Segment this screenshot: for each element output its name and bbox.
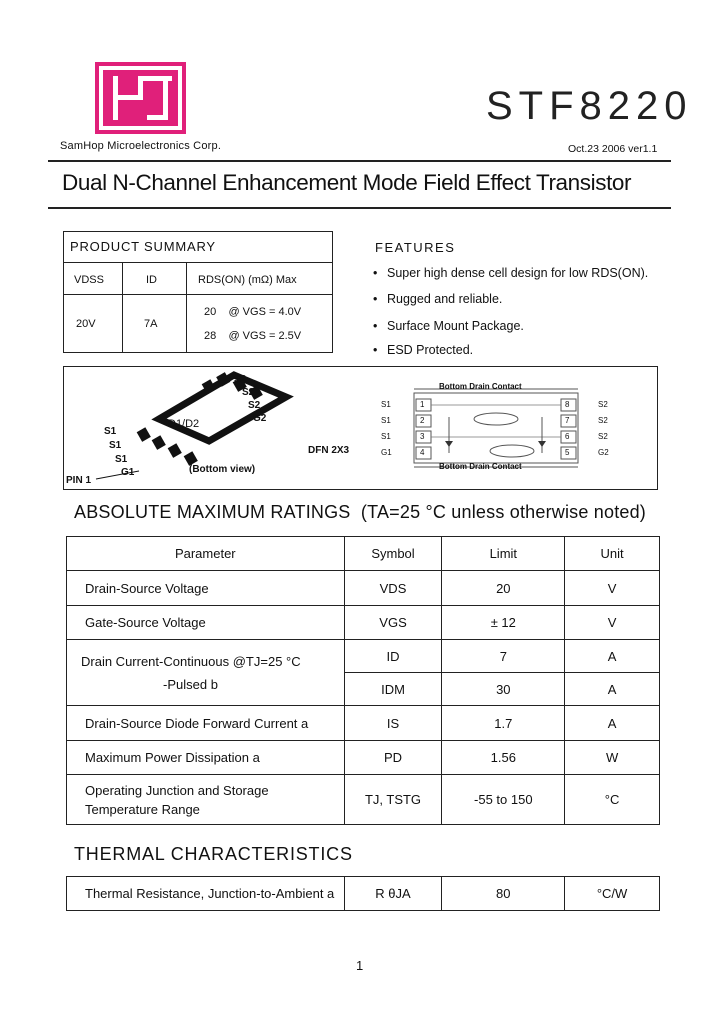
limit-cell: 7 bbox=[442, 640, 565, 673]
symbol-cell: R θJA bbox=[344, 877, 442, 911]
header-limit: Limit bbox=[442, 537, 565, 571]
die-label: D1/D2 bbox=[168, 418, 200, 430]
param-cell: Drain-Source Voltage bbox=[67, 571, 345, 606]
abs-max-condition: (TA=25 °C unless otherwise noted) bbox=[360, 502, 647, 522]
rds-header: RDS(ON) (mΩ) Max bbox=[198, 274, 297, 286]
bottom-view-label: (Bottom view) bbox=[189, 464, 256, 475]
vdss-value: 20V bbox=[76, 318, 96, 330]
pin-label: S1 bbox=[104, 426, 117, 437]
rds-value-2: 28 @ VGS = 2.5V bbox=[204, 330, 302, 342]
unit-cell: °C/W bbox=[565, 877, 660, 911]
abs-max-table bbox=[66, 536, 660, 825]
param-cell: Operating Junction and Storage Temperature Range bbox=[67, 775, 345, 825]
pin-label: G2 bbox=[253, 413, 267, 424]
feature-item: • Rugged and reliable. bbox=[373, 292, 503, 306]
unit-cell: °C bbox=[565, 775, 660, 825]
schematic-pin-label: S2 bbox=[598, 432, 608, 441]
symbol-cell: PD bbox=[344, 741, 442, 775]
limit-cell: 1.56 bbox=[442, 741, 565, 775]
thermal-heading: THERMAL CHARACTERISTICS bbox=[74, 844, 353, 864]
unit-cell: V bbox=[565, 571, 660, 606]
feature-item: • ESD Protected. bbox=[373, 343, 474, 357]
thermal-table bbox=[66, 876, 660, 911]
header-symbol: Symbol bbox=[344, 537, 442, 571]
symbol-cell: IS bbox=[344, 706, 442, 741]
abs-max-heading: ABSOLUTE MAXIMUM RATINGS (TA=25 °C unless otherwise noted) bbox=[74, 502, 647, 522]
pin-label: S2 bbox=[248, 400, 261, 411]
feature-item: • Super high dense cell design for low RDS(ON). bbox=[373, 266, 649, 280]
vdss-header: VDSS bbox=[74, 274, 104, 286]
header-rule-bottom bbox=[48, 207, 671, 209]
limit-cell: -55 to 150 bbox=[442, 775, 565, 825]
param-cell: Thermal Resistance, Junction-to-Ambient a bbox=[67, 877, 345, 911]
schematic-pin-label: G1 bbox=[381, 448, 392, 457]
param-cell: Maximum Power Dissipation a bbox=[67, 741, 345, 775]
param-cell: Gate-Source Voltage bbox=[67, 606, 345, 640]
symbol-cell: VGS bbox=[344, 606, 442, 640]
part-number: STF8220 bbox=[486, 84, 693, 128]
symbol-cell: VDS bbox=[344, 571, 442, 606]
schematic-pin-label: S1 bbox=[381, 416, 391, 425]
schematic-pin-number: 3 bbox=[420, 432, 425, 441]
table-row bbox=[67, 706, 660, 741]
limit-cell: 80 bbox=[442, 877, 565, 911]
pin-label: S1 bbox=[109, 440, 122, 451]
limit-cell: 20 bbox=[442, 571, 565, 606]
header-parameter: Parameter bbox=[67, 537, 345, 571]
schematic-pin-number: 4 bbox=[420, 448, 425, 457]
schematic-pin-number: 8 bbox=[565, 400, 570, 409]
company-name: SamHop Microelectronics Corp. bbox=[60, 140, 222, 152]
pin-label: S2 bbox=[234, 374, 247, 385]
package-diagram bbox=[63, 366, 658, 490]
pin-label: G1 bbox=[121, 467, 135, 478]
page-number: 1 bbox=[356, 958, 364, 973]
unit-cell: A bbox=[565, 706, 660, 741]
param-cell: Drain Current-Continuous @TJ=25 °C -Pulsed b bbox=[67, 640, 345, 706]
limit-cell: ± 12 bbox=[442, 606, 565, 640]
schematic-pin-label: S2 bbox=[598, 400, 608, 409]
unit-cell: A bbox=[565, 640, 660, 673]
schematic-pin-number: 1 bbox=[420, 400, 425, 409]
schematic-bottom-label: Bottom Drain Contact bbox=[439, 462, 522, 471]
schematic-pin-number: 6 bbox=[565, 432, 570, 441]
revision-date: Oct.23 2006 ver1.1 bbox=[568, 143, 658, 155]
id-header: ID bbox=[146, 274, 157, 286]
document-title: Dual N-Channel Enhancement Mode Field Effect Transistor bbox=[62, 170, 632, 195]
schematic-pin-label: S1 bbox=[381, 432, 391, 441]
table-header-row bbox=[67, 537, 660, 571]
product-summary-table bbox=[63, 231, 333, 353]
schematic-pin-label: S2 bbox=[598, 416, 608, 425]
schematic-pin-number: 2 bbox=[420, 416, 425, 425]
pin-label: S2 bbox=[242, 387, 255, 398]
schematic-pin-label: S1 bbox=[381, 400, 391, 409]
symbol-cell: IDM bbox=[344, 673, 442, 706]
header-unit: Unit bbox=[565, 537, 660, 571]
id-value: 7A bbox=[144, 318, 158, 330]
rds-value-1: 20 @ VGS = 4.0V bbox=[204, 306, 302, 318]
pin1-label: PIN 1 bbox=[66, 475, 92, 486]
table-row bbox=[67, 571, 660, 606]
param-cell: Drain-Source Diode Forward Current a bbox=[67, 706, 345, 741]
product-summary-heading: PRODUCT SUMMARY bbox=[70, 239, 216, 254]
pin-label: S1 bbox=[115, 454, 128, 465]
limit-cell: 1.7 bbox=[442, 706, 565, 741]
limit-cell: 30 bbox=[442, 673, 565, 706]
header-rule-top bbox=[48, 160, 671, 162]
schematic-top-label: Bottom Drain Contact bbox=[439, 382, 522, 391]
schematic-pin-label: G2 bbox=[598, 448, 609, 457]
unit-cell: A bbox=[565, 673, 660, 706]
table-row bbox=[67, 606, 660, 640]
schematic-pin-number: 5 bbox=[565, 448, 570, 457]
symbol-cell: TJ, TSTG bbox=[344, 775, 442, 825]
table-row bbox=[67, 741, 660, 775]
package-name: DFN 2X3 bbox=[308, 445, 350, 456]
symbol-cell: ID bbox=[344, 640, 442, 673]
table-row bbox=[67, 775, 660, 825]
unit-cell: W bbox=[565, 741, 660, 775]
samhop-logo bbox=[95, 62, 186, 134]
schematic-pin-number: 7 bbox=[565, 416, 570, 425]
feature-item: • Surface Mount Package. bbox=[373, 319, 524, 333]
table-row bbox=[67, 640, 660, 673]
dfn-package-drawing bbox=[64, 367, 659, 491]
features-heading: FEATURES bbox=[375, 240, 456, 255]
table-row bbox=[67, 877, 660, 911]
unit-cell: V bbox=[565, 606, 660, 640]
